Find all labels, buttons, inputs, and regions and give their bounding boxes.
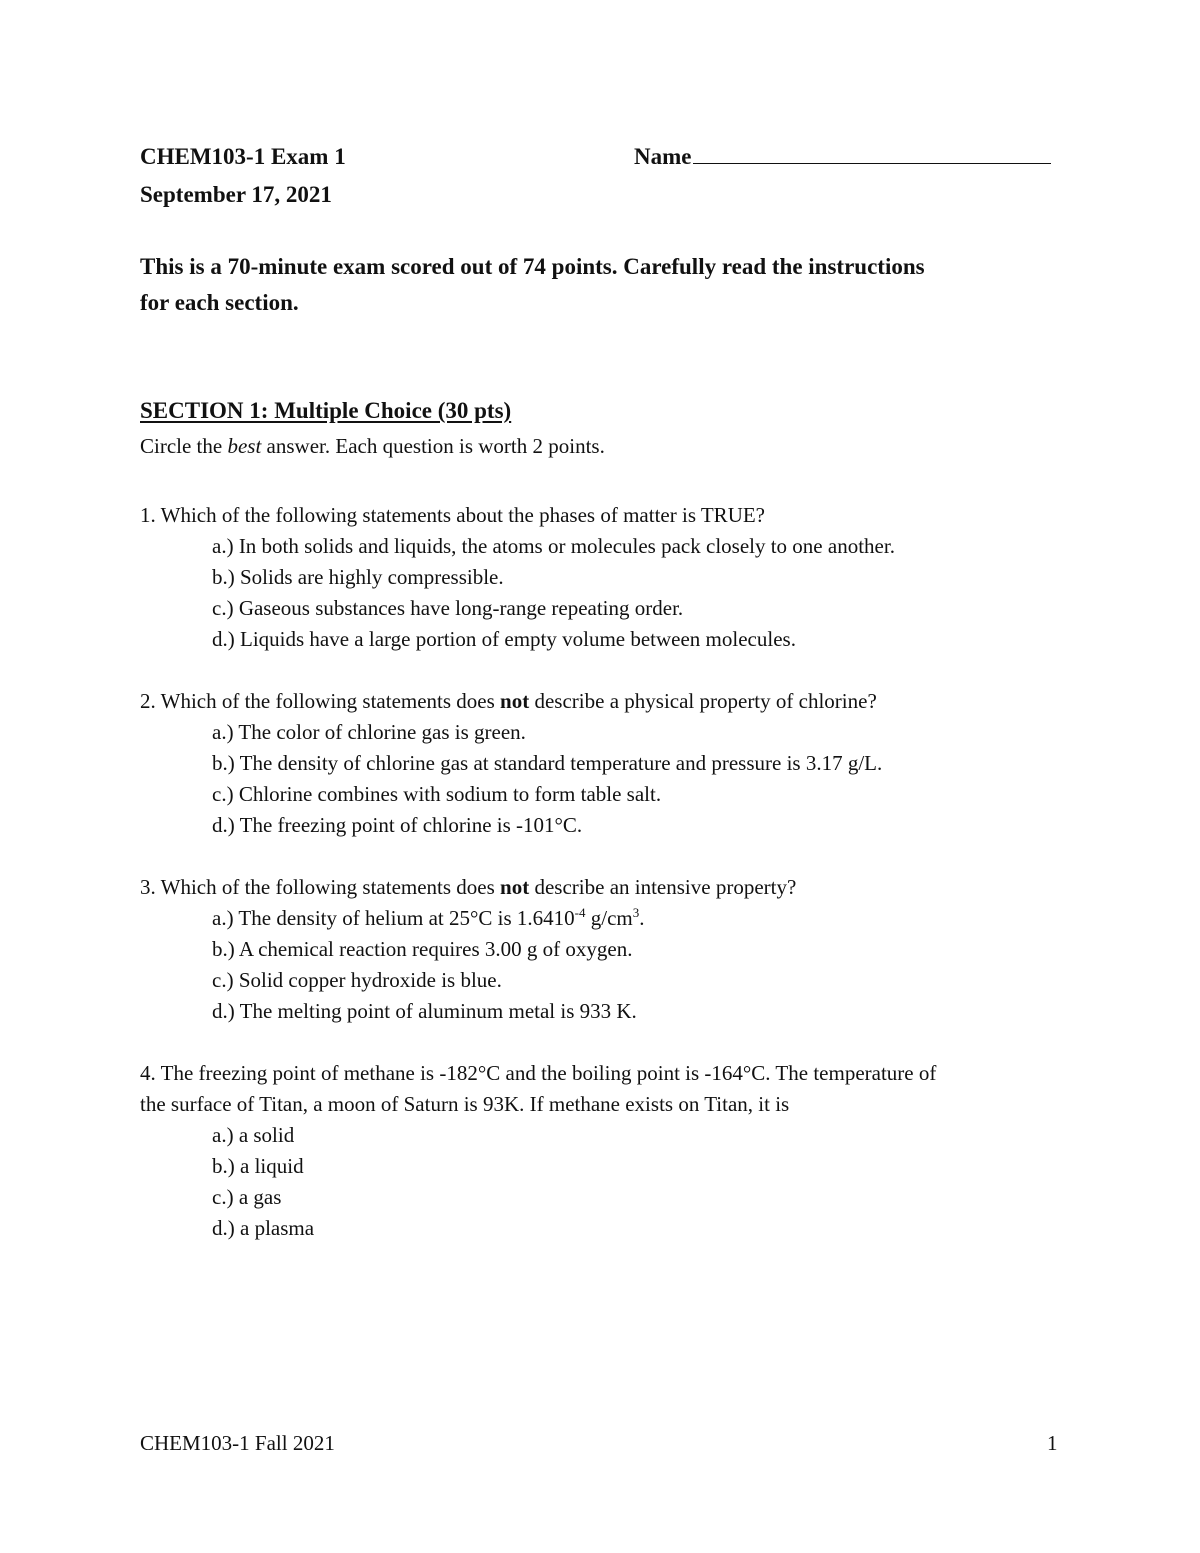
footer-course: CHEM103-1 Fall 2021	[140, 1431, 335, 1455]
q3a-unit-exponent: 3	[632, 905, 640, 920]
question-2-option-c[interactable]: c.) Chlorine combines with sodium to form table salt.	[212, 782, 662, 806]
question-3-stem	[140, 872, 796, 903]
instr-emphasis: best	[227, 434, 262, 458]
exam-date: September 17, 2021	[140, 182, 332, 207]
question-4-option-b[interactable]: b.) a liquid	[212, 1154, 304, 1178]
q2-stem-bold: not	[500, 689, 530, 713]
question-1-stem: 1. Which of the following statements about the phases of matter is TRUE?	[140, 503, 766, 527]
section-1-instructions	[140, 434, 605, 459]
intro-line-1: This is a 70-minute exam scored out of 74 points. Carefully read the instructions	[140, 254, 925, 279]
question-4-stem-line-1: 4. The freezing point of methane is -182°C and the boiling point is -164°C. The temperature of	[140, 1061, 937, 1085]
q3a-pre: a.) The density of helium at 25°C is 1.6410	[212, 906, 575, 930]
question-1-option-c[interactable]: c.) Gaseous substances have long-range repeating order.	[212, 596, 684, 620]
question-2-option-d[interactable]: d.) The freezing point of chlorine is -101°C.	[212, 813, 583, 837]
page-number: 1	[1047, 1431, 1058, 1455]
name-field[interactable]	[634, 144, 1051, 170]
instr-post: answer. Each question is worth 2 points.	[261, 434, 605, 458]
section-1-title: SECTION 1: Multiple Choice (30 pts)	[140, 398, 512, 423]
course-exam-title: CHEM103-1 Exam 1	[140, 144, 346, 169]
question-3-option-a[interactable]	[212, 903, 644, 934]
q3a-exponent: -4	[574, 905, 586, 920]
question-4-stem-line-2: the surface of Titan, a moon of Saturn is 93K. If methane exists on Titan, it is	[140, 1092, 790, 1116]
question-4-option-a[interactable]: a.) a solid	[212, 1123, 295, 1147]
question-4-option-d[interactable]: d.) a plasma	[212, 1216, 315, 1240]
question-2-stem	[140, 686, 877, 717]
question-2-option-a[interactable]: a.) The color of chlorine gas is green.	[212, 720, 526, 744]
question-2-option-b[interactable]: b.) The density of chlorine gas at standard temperature and pressure is 3.17 g/L.	[212, 751, 883, 775]
q3-stem-bold: not	[500, 875, 530, 899]
q3-stem-post: describe an intensive property?	[529, 875, 797, 899]
question-1-option-b[interactable]: b.) Solids are highly compressible.	[212, 565, 504, 589]
question-1-option-a[interactable]: a.) In both solids and liquids, the atoms or molecules pack closely to one another.	[212, 534, 895, 558]
q2-stem-post: describe a physical property of chlorine?	[529, 689, 877, 713]
instr-pre: Circle the	[140, 434, 228, 458]
question-4-option-c[interactable]: c.) a gas	[212, 1185, 282, 1209]
q2-stem-pre: 2. Which of the following statements does	[140, 689, 501, 713]
question-3-option-c[interactable]: c.) Solid copper hydroxide is blue.	[212, 968, 502, 992]
name-label: Name	[634, 144, 692, 169]
q3a-post: .	[639, 906, 645, 930]
question-3-option-b[interactable]: b.) A chemical reaction requires 3.00 g of oxygen.	[212, 937, 633, 961]
name-blank-line[interactable]	[693, 145, 1051, 164]
intro-line-2: for each section.	[140, 290, 299, 315]
q3-stem-pre: 3. Which of the following statements does	[140, 875, 501, 899]
q3a-unit: g/cm	[585, 906, 633, 930]
question-1-option-d[interactable]: d.) Liquids have a large portion of empty volume between molecules.	[212, 627, 796, 651]
question-3-option-d[interactable]: d.) The melting point of aluminum metal is 933 K.	[212, 999, 637, 1023]
